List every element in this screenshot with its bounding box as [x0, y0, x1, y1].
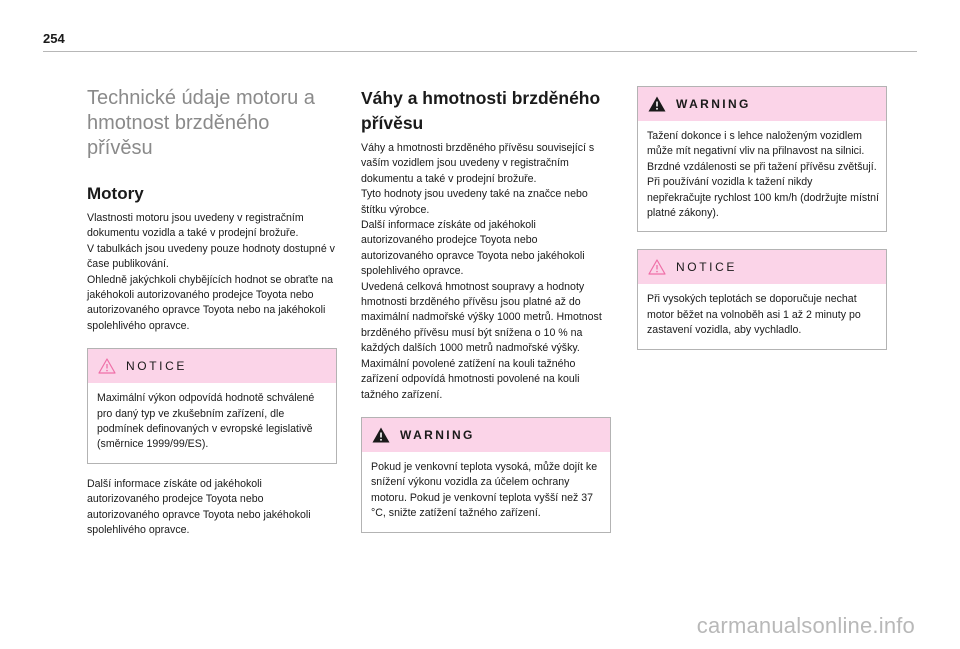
- section-title-engines: Motory: [87, 184, 144, 203]
- page-title: Technické údaje motoru a hmotnost brzděného přívěsu: [87, 87, 315, 159]
- more-info-paragraph: Další informace získáte od jakéhokoli autorizovaného prodejce Toyota nebo autorizovaného opravce Toyota nebo jakéhokoli spolehlivého opravce.: [87, 477, 311, 537]
- notice-box-power: [87, 348, 337, 464]
- notice-text: Maximální výkon odpovídá hodnotě schválené pro daný typ ve zkušebním zařízení, dle podmínek definovaných v evropské legislativě (směrnice 1999/99/ES).: [97, 392, 315, 451]
- weights-paragraph: Váhy a hmotnosti brzděného přívěsu související s vaším vozidlem jsou uvedeny v registračním dokumentu a také v prodejní brožuře. Tyto hodnoty jsou uvedeny také na značce nebo štítku výrobce. Další informace získáte od jakéhokoli autorizovaného prodejce Toyota nebo autorizovaného opravce Toyota nebo jakéhokoli spolehlivého opravce. Uvedená celková hmotnost soupravy a hodnoty hmotnosti brzděného přívěsu jsou platné až do maximální nadmořské výšky 1000 metrů. Hmotnost brzděného přívěsu musí být snížena o 10 % na každých dalších 1000 metrů nadmořské výšky. Maximální povolené zatížení na kouli tažného zařízení odpovídá hmotnosti povolené na kouli tažného zařízení.: [361, 142, 602, 401]
- column-middle: [361, 86, 611, 533]
- notice-header: [88, 349, 336, 383]
- warning-header: [362, 418, 610, 452]
- column-left: [87, 86, 337, 539]
- section-title-weights: Váhy a hmotnosti brzděného přívěsu: [361, 88, 601, 133]
- warning-header: [638, 87, 886, 121]
- warning-label: WARNING: [400, 427, 475, 442]
- warning-text: Pokud je venkovní teplota vysoká, může dojít ke snížení výkonu vozidla za účelem ochrany motoru. Pokud je venkovní teplota vyšší než 37 °C, snižte zatížení tažného zařízení.: [371, 460, 598, 520]
- notice-icon: [648, 259, 666, 275]
- notice-label: NOTICE: [126, 359, 187, 374]
- warning-text: Tažení dokonce i s lehce naloženým vozidlem může mít negativní vliv na přilnavost na silnici. Brzdné vzdálenosti se při tažení přívěsu zvětšují. Při používání vozidla k tažení nikdy nepřekračujte rychlost 100 km/h (dodržujte místní platné zákony).: [647, 130, 879, 220]
- watermark: carmanualsonline.info: [696, 613, 915, 638]
- warning-label: WARNING: [676, 97, 751, 111]
- warning-box-towing: [637, 86, 887, 232]
- notice-box-cooling: [637, 249, 887, 349]
- header-divider: [43, 51, 917, 52]
- notice-label: NOTICE: [676, 260, 737, 275]
- warning-icon: [648, 96, 666, 112]
- warning-icon: [372, 427, 390, 443]
- column-right: [637, 86, 887, 350]
- page-number: 254: [43, 31, 65, 46]
- warning-box-temperature: [361, 417, 611, 533]
- notice-header: [638, 250, 886, 284]
- engines-paragraph: Vlastnosti motoru jsou uvedeny v registračním dokumentu vozidla a také v prodejní brožuře. V tabulkách jsou uvedeny pouze hodnoty dostupné v čase publikování. Ohledně jakýchkoli chybějících hodnot se obraťte na jakéhokoli autorizovaného prodejce Toyota nebo autorizovaného opravce Toyota nebo na jakéhokoli spolehlivého opravce.: [87, 212, 335, 332]
- notice-icon: [98, 358, 116, 374]
- notice-text: Při vysokých teplotách se doporučuje nechat motor běžet na volnoběh asi 1 až 2 minuty po zastavení vozidla, aby vychladlo.: [647, 293, 861, 337]
